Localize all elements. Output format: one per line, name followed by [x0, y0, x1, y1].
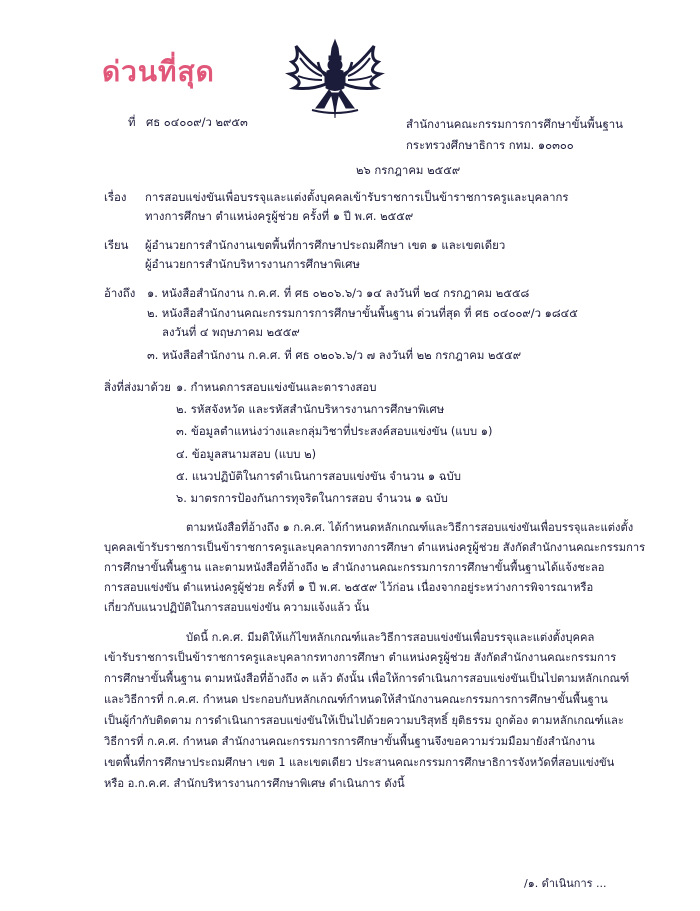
doc-number: ศธ ๐๔๐๐๙/ว ๒๙๕๓	[146, 115, 248, 129]
paragraph-1-line: เกี่ยวกับแนวปฏิบัติในการสอบแข่งขัน ความแจ้งแล้ว นั้น	[104, 601, 370, 614]
subject-label: เรื่อง	[104, 190, 127, 204]
paragraph-2-line: การศึกษาขั้นพื้นฐาน ตามหนังสือที่อ้างถึง ๓ แล้ว ดังนั้น เพื่อให้การดำเนินการสอบแข่งขันเป็นไปตามหลักเกณฑ์	[104, 672, 630, 685]
paragraph-2-line: และวิธีการที่ ก.ค.ศ. กำหนด ประกอบกับหลักเกณฑ์กำหนดให้สำนักงานคณะกรรมการการศึกษาขั้นพื้นฐาน	[104, 693, 608, 706]
office-line-1: สำนักงานคณะกรรมการการศึกษาขั้นพื้นฐาน	[406, 117, 623, 131]
enclosure-item: ๓. ข้อมูลตำแหน่งว่างและกลุ่มวิชาที่ประสงค์สอบแข่งขัน (แบบ ๑)	[176, 424, 493, 438]
garuda-emblem-icon	[282, 38, 388, 120]
enclosure-item: ๖. มาตรการป้องกันการทุจริตในการสอบ จำนวน ๑ ฉบับ	[176, 491, 448, 505]
subject-line-1: การสอบแข่งขันเพื่อบรรจุและแต่งตั้งบุคคลเข้ารับราชการเป็นข้าราชการครูและบุคลากร	[145, 190, 569, 204]
doc-number-label: ที่	[128, 115, 136, 129]
reference-item-1: ๑. หนังสือสำนักงาน ก.ค.ศ. ที่ ศธ ๐๒๐๖.๖/ว ๑๔ ลงวันที่ ๒๔ กรกฎาคม ๒๕๕๘	[147, 286, 530, 300]
paragraph-2-line: วิธีการที่ ก.ค.ศ. กำหนด สำนักงานคณะกรรมการการศึกษาขั้นพื้นฐานจึงขอความร่วมมือมายังสำนักงาน	[104, 735, 595, 748]
enclosures-label: สิ่งที่ส่งมาด้วย	[104, 380, 171, 394]
subject-line-2: ทางการศึกษา ตำแหน่งครูผู้ช่วย ครั้งที่ ๑ ปี พ.ศ. ๒๕๕๙	[145, 209, 414, 223]
reference-item-2: ๒. หนังสือสำนักงานคณะกรรมการการศึกษาขั้นพื้นฐาน ด่วนที่สุด ที่ ศธ ๐๔๐๐๙/ว ๑๘๔๕	[147, 306, 578, 320]
office-line-2: กระทรวงศึกษาธิการ กทม. ๑๐๓๐๐	[406, 138, 574, 152]
paragraph-1-line: การศึกษาขั้นพื้นฐาน และตามหนังสือที่อ้างถึง ๒ สำนักงานคณะกรรมการการศึกษาขั้นพื้นฐานได้แจ้งชะลอ	[104, 561, 605, 574]
recipient-line-2: ผู้อำนวยการสำนักบริหารงานการศึกษาพิเศษ	[145, 257, 360, 271]
urgent-stamp: ด่วนที่สุด	[102, 55, 215, 88]
enclosure-item: ๔. ข้อมูลสนามสอบ (แบบ ๒)	[176, 447, 317, 461]
paragraph-2-line: บัดนี้ ก.ค.ศ. มีมติให้แก้ไขหลักเกณฑ์และวิธีการสอบแข่งขันเพื่อบรรจุและแต่งตั้งบุคคล	[186, 631, 595, 644]
paragraph-2-line: เขตพื้นที่การศึกษาประถมศึกษา เขต 1 และเขตเดียว ประสานคณะกรรมการศึกษาธิการจังหวัดที่สอบแข่งขัน	[104, 756, 615, 769]
recipient-label: เรียน	[104, 238, 129, 252]
continuation-note: /๑. ดำเนินการ ...	[524, 877, 607, 890]
enclosure-item: ๑. กำหนดการสอบแข่งขันและตารางสอบ	[176, 380, 377, 394]
paragraph-2-line: เป็นผู้กำกับติดตาม การดำเนินการสอบแข่งขันให้เป็นไปด้วยความบริสุทธิ์ ยุติธรรม ถูกต้อง ตามหลักเกณฑ์และ	[104, 714, 624, 727]
paragraph-1-line: ตามหนังสือที่อ้างถึง ๑ ก.ค.ศ. ได้กำหนดหลักเกณฑ์และวิธีการสอบแข่งขันเพื่อบรรจุและแต่งตั้ง	[186, 521, 634, 534]
enclosure-item: ๕. แนวปฏิบัติในการดำเนินการสอบแข่งขัน จำนวน ๑ ฉบับ	[176, 469, 461, 483]
references-label: อ้างถึง	[104, 286, 136, 300]
reference-item-2-cont: ลงวันที่ ๔ พฤษภาคม ๒๕๕๙	[162, 325, 300, 339]
document-date: ๒๖ กรกฎาคม ๒๕๕๙	[356, 163, 461, 177]
reference-item-3: ๓. หนังสือสำนักงาน ก.ค.ศ. ที่ ศธ ๐๒๐๖.๖/ว ๗ ลงวันที่ ๒๒ กรกฎาคม ๒๕๕๙	[147, 348, 522, 362]
paragraph-1-line: บุคคลเข้ารับราชการเป็นข้าราชการครูและบุคลากรทางการศึกษา ตำแหน่งครูผู้ช่วย สังกัดสำนักงานคณะกรรมการ	[104, 541, 646, 554]
recipient-line-1: ผู้อำนวยการสำนักงานเขตพื้นที่การศึกษาประถมศึกษา เขต ๑ และเขตเดียว	[145, 238, 506, 252]
paragraph-2-line: หรือ อ.ก.ค.ศ. สำนักบริหารงานการศึกษาพิเศษ ดำเนินการ ดังนี้	[104, 777, 405, 790]
paragraph-2-line: เข้ารับราชการเป็นข้าราชการครูและบุคลากรทางการศึกษา ตำแหน่งครูผู้ช่วย สังกัดสำนักงานคณะกรรมการ	[104, 651, 617, 664]
enclosure-item: ๒. รหัสจังหวัด และรหัสสำนักบริหารงานการศึกษาพิเศษ	[176, 402, 445, 416]
paragraph-1-line: การสอบแข่งขัน ตำแหน่งครูผู้ช่วย ครั้งที่ ๑ ปี พ.ศ. ๒๕๕๙ ไว้ก่อน เนื่องจากอยู่ระหว่างการพิจารณาหรือ	[104, 581, 594, 594]
